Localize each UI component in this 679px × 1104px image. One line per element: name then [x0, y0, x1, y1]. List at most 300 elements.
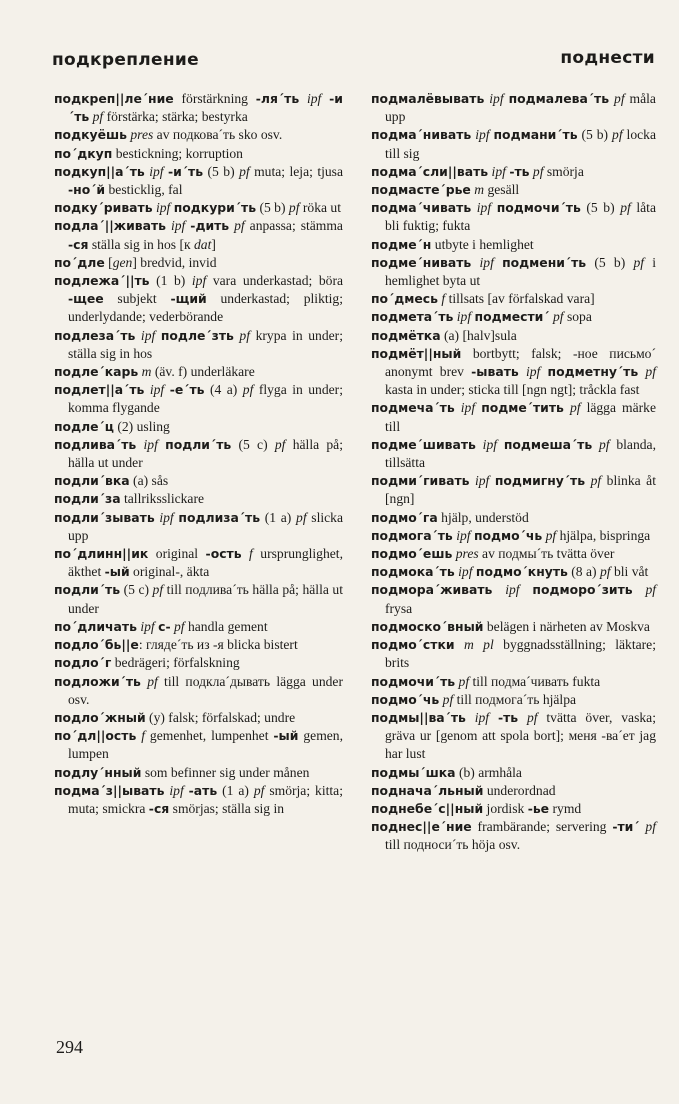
entry-text: (y) falsk; förfalskad; undre — [145, 709, 296, 725]
headword: подмо´стки — [371, 637, 455, 653]
entry-text: (4 a) — [204, 382, 243, 398]
inflected-form: -ля´ть — [255, 91, 300, 106]
entry-text: hälla på; hälla ut under — [68, 436, 343, 471]
dictionary-entry — [54, 654, 343, 672]
dictionary-entry — [54, 490, 343, 508]
inflected-form: подмести´ — [474, 309, 550, 325]
entry-text: sopa — [563, 309, 592, 325]
dictionary-entry — [371, 236, 656, 254]
dictionary-entry — [54, 272, 343, 327]
dictionary-entry — [371, 181, 656, 199]
entry-text: röka ut — [299, 200, 342, 216]
inflected-form: -ать — [188, 782, 218, 798]
entry-text: smörjas; ställa sig in — [169, 800, 285, 816]
entry-text: locka till sig — [385, 127, 656, 161]
entry-text: (5 b) — [580, 200, 621, 216]
entry-text: frysa — [385, 600, 413, 616]
dictionary-entry — [54, 217, 343, 253]
grammar-label: ipf — [479, 254, 494, 270]
grammar-label: pf — [526, 709, 538, 725]
entry-text: lägga märke till — [385, 400, 657, 434]
entry-text: gesäll — [484, 182, 520, 198]
grammar-label: ipf — [489, 91, 504, 106]
grammar-label: f — [141, 728, 145, 744]
entry-text — [242, 546, 249, 561]
inflected-form: -ый — [273, 728, 299, 744]
dictionary-entry — [54, 327, 343, 363]
dictionary-entry — [371, 290, 656, 308]
dictionary-entry — [54, 727, 343, 763]
entry-text — [476, 437, 483, 452]
dictionary-entry — [54, 126, 343, 144]
dictionary-entry — [54, 673, 343, 709]
headword: подмока´ть — [371, 564, 455, 580]
entry-text: (5 b) — [203, 163, 240, 179]
dictionary-entry — [54, 764, 343, 782]
dictionary-entry — [54, 363, 343, 381]
inflected-form: -ся — [68, 236, 89, 252]
entry-text: (a) [halv]sula — [440, 327, 517, 343]
entry-text: tallriksslickare — [120, 491, 205, 507]
entry-text: smörja; kitta; muta; smickra — [68, 782, 343, 816]
entry-text: flyga in under; komma flygande — [68, 382, 343, 416]
headword: подма´з||ывать — [54, 782, 165, 798]
left-column — [54, 90, 343, 818]
inflected-form: подмани´ть — [493, 127, 578, 143]
entry-text: vara underkastad; böra — [206, 273, 344, 289]
grammar-label: pf — [147, 673, 158, 689]
dictionary-entry — [371, 90, 656, 126]
entry-text: underordnad — [483, 782, 556, 798]
dictionary-entry — [54, 418, 343, 436]
entry-text: av подмы´ть tvätta över — [478, 546, 615, 562]
inflected-form: подкури´ть — [173, 200, 257, 216]
entry-text: ] bredvid, invid — [132, 254, 217, 270]
entry-text — [321, 91, 329, 106]
inflected-form: -и´ть — [168, 163, 204, 179]
grammar-label: pf — [552, 309, 564, 325]
grammar-label: ipf — [482, 436, 498, 452]
entry-text: bortbytt; falsk; -ное письмо´ anonymt brev — [385, 345, 656, 380]
dictionary-entry — [371, 764, 656, 782]
inflected-form: -ть — [509, 163, 530, 179]
headword: подла´||живать — [54, 218, 166, 234]
grammar-label: pf — [645, 582, 657, 598]
grammar-label: ipf — [149, 163, 164, 179]
dictionary-entry — [371, 308, 656, 326]
inflected-form: -дить — [190, 218, 230, 234]
entry-text: till подма´чивать fukta — [469, 673, 601, 689]
grammar-label: pf — [545, 527, 557, 543]
dictionary-entry — [371, 673, 656, 691]
dictionary-entry — [54, 145, 343, 163]
dictionary-entry — [54, 509, 343, 545]
inflected-form: подмо´чь — [473, 527, 543, 543]
dictionary-entry — [371, 436, 656, 472]
headword: подмо´чь — [371, 691, 440, 707]
headword: подма´сли||вать — [371, 163, 489, 179]
grammar-label: pf — [92, 109, 104, 125]
dictionary-entry — [54, 436, 343, 472]
entry-text: låta bli fuktig; fukta — [385, 200, 656, 234]
grammar-label: m pl — [463, 637, 494, 653]
entry-text — [466, 710, 475, 725]
dictionary-entry — [371, 545, 656, 563]
grammar-label: ipf — [491, 163, 506, 179]
inflected-form: -ся — [148, 800, 170, 816]
grammar-label: pf — [458, 673, 470, 689]
entry-text: bli våt — [610, 564, 649, 580]
grammar-label: pf — [614, 91, 625, 106]
grammar-label: ipf — [456, 309, 472, 325]
inflected-form: подлиза´ть — [178, 509, 261, 525]
entry-text: frambärande; servering — [471, 819, 613, 835]
grammar-label: pf — [590, 473, 602, 489]
entry-text: utbyte i hemlighet — [431, 236, 534, 252]
entry-text: (5 c) — [120, 582, 153, 598]
headword: по´дл||ость — [54, 728, 137, 744]
right-column — [371, 90, 656, 855]
entry-text: slicka upp — [68, 509, 343, 543]
entry-text: (1 b) — [149, 273, 192, 289]
dictionary-entry — [54, 636, 343, 654]
headword: по´дкуп — [54, 145, 113, 161]
entry-text: jordisk — [483, 800, 528, 816]
inflected-form: подме´тить — [481, 400, 564, 416]
grammar-label: pf — [645, 364, 656, 380]
entry-text — [299, 91, 307, 106]
dictionary-entry — [371, 636, 656, 672]
grammar-label: ipf — [456, 527, 471, 543]
grammar-label: pres — [130, 127, 154, 143]
grammar-label: pf — [532, 163, 544, 179]
entry-text: kasta in under; sticka till [ngn ngt]; tråckla fast — [385, 382, 640, 398]
dictionary-entry — [371, 800, 656, 818]
headword: по´дле — [54, 254, 105, 270]
grammar-label: pf — [620, 200, 631, 216]
dictionary-entry — [54, 581, 343, 617]
headword: подкреп||ле´ние — [54, 91, 174, 106]
dictionary-entry — [371, 254, 656, 290]
dictionary-entry — [371, 527, 656, 545]
grammar-label: pf — [234, 218, 245, 234]
headword: подли´за — [54, 491, 121, 507]
entry-text: hjälpa, bispringa — [556, 527, 651, 543]
grammar-label: ipf — [169, 782, 184, 798]
headword: подмочи´ть — [371, 673, 456, 689]
headword: по´дличать — [54, 618, 137, 634]
headword: подме´шивать — [371, 436, 476, 452]
dictionary-entry — [371, 126, 656, 162]
entry-text — [592, 437, 599, 452]
entry-text: krypa in under; ställa sig in hos — [68, 327, 343, 361]
entry-text: blanda, tillsätta — [385, 436, 656, 471]
dictionary-entry — [371, 709, 656, 764]
inflected-form: подле´зть — [160, 327, 234, 343]
headword: подмога´ть — [371, 527, 453, 543]
entry-text: belägen i närheten av Moskva — [483, 618, 650, 634]
inflected-form: подмигну´ть — [494, 473, 586, 489]
grammar-label: ipf — [149, 382, 165, 398]
grammar-label: m — [141, 364, 152, 380]
entry-text: (äv. f) underläkare — [151, 364, 255, 380]
entry-text — [471, 255, 479, 270]
headword: подме´н — [371, 236, 432, 252]
dictionary-entry — [54, 254, 343, 272]
entry-text: ] — [211, 236, 216, 252]
entry-text: (a) sås — [129, 473, 169, 489]
entry-text: smörja — [543, 163, 584, 179]
entry-text — [492, 582, 505, 597]
dictionary-entry — [54, 709, 343, 727]
grammar-label: f — [441, 291, 446, 307]
headword: подложи´ть — [54, 673, 141, 689]
headword: подма´чивать — [371, 200, 472, 216]
entry-text: ställa sig in hos [к — [88, 236, 194, 252]
inflected-form: -ть — [497, 709, 519, 725]
inflected-form: -ость — [205, 546, 242, 562]
entry-text: tvätta över, vaska; gräva ur [genom att spola bort]; меня -ва´ет jag har lust — [385, 709, 656, 762]
headword: подлежа´||ть — [54, 273, 150, 289]
entry-text: besticklig, fal — [105, 182, 183, 198]
entry-text: till подмога´ть hjälpa — [453, 691, 577, 707]
grammar-label: ipf — [159, 509, 174, 525]
headword: подлет||а´ть — [54, 382, 145, 398]
dictionary-entry — [371, 327, 656, 345]
headword: подлива´ть — [54, 436, 137, 452]
entry-text: bestickning; korruption — [112, 145, 243, 161]
headword: подми´гивать — [371, 473, 470, 489]
entry-text — [494, 255, 502, 270]
headword: подмеча´ть — [371, 400, 455, 416]
dictionary-entry — [371, 345, 656, 400]
grammar-label: ipf — [476, 200, 492, 216]
dictionary-entry — [371, 782, 656, 800]
grammar-label: ipf — [475, 127, 490, 143]
entry-text: (8 a) — [567, 564, 600, 580]
grammar-label: pf — [288, 200, 300, 216]
inflected-form: подмо´кнуть — [475, 564, 568, 580]
grammar-label: pres — [455, 546, 479, 562]
entry-text: (5 b) — [577, 127, 613, 143]
entry-text — [520, 582, 533, 597]
entry-text: bedrägeri; förfalskning — [111, 655, 240, 671]
grammar-label: dat — [193, 236, 212, 252]
grammar-label: pf — [152, 582, 164, 598]
headword: подло´бь||е — [54, 637, 139, 653]
grammar-label: f — [249, 546, 253, 562]
entry-text: byggnadsställning; läktare; brits — [385, 637, 656, 671]
page-number: 294 — [56, 1037, 83, 1057]
inflected-form: -е´ть — [169, 382, 205, 398]
grammar-label: ipf — [458, 564, 473, 580]
grammar-label: ipf — [140, 618, 155, 634]
entry-text: förstärkning — [173, 91, 256, 106]
inflected-form: -но´й — [68, 182, 106, 198]
grammar-label: ipf — [460, 400, 476, 416]
entry-text: som befinner sig under månen — [141, 764, 310, 780]
grammar-label: pf — [612, 127, 623, 143]
dictionary-entry — [371, 691, 656, 709]
entry-text: handla gement — [184, 618, 268, 634]
dictionary-entry — [371, 618, 656, 636]
dictionary-entry — [371, 199, 656, 235]
grammar-label: ipf — [191, 273, 207, 289]
grammar-label: m — [474, 182, 485, 198]
grammar-label: pf — [633, 254, 645, 270]
entry-text: (b) armhåla — [455, 764, 522, 780]
inflected-form: -ье — [527, 800, 550, 816]
inflected-form: -ый — [104, 564, 130, 580]
headword: подмёт||ный — [371, 345, 462, 361]
entry-text: : гляде´ть из -я blicka bistert — [138, 637, 298, 653]
entry-text: till подлива´ть hälla på; hälla ut under — [68, 582, 343, 616]
grammar-label: ipf — [474, 473, 490, 489]
headword: поднача´льный — [371, 782, 484, 798]
headword: подле´карь — [54, 364, 139, 380]
dictionary-entry — [371, 563, 656, 581]
inflected-form: -ти´ — [612, 819, 640, 835]
entry-text — [519, 364, 526, 379]
entry-text: underkastad; pliktig; underlydande; vederbörande — [68, 291, 343, 325]
grammar-label: pf — [239, 327, 250, 343]
inflected-form: подморо´зить — [532, 582, 633, 598]
entry-text — [136, 437, 143, 452]
entry-text: (2) usling — [113, 418, 170, 434]
entry-text: gemen, lumpen — [68, 728, 343, 762]
inflected-form: подмочи´ть — [496, 200, 581, 216]
headword: подло´г — [54, 655, 112, 671]
entry-text — [489, 710, 498, 725]
grammar-label: ipf — [474, 709, 490, 725]
entry-text — [455, 637, 464, 652]
dictionary-entry — [371, 163, 656, 181]
entry-text: tillsats [av förfalskad vara] — [445, 291, 595, 307]
headword: подмо´ешь — [371, 546, 453, 562]
headword: подмо´га — [371, 509, 438, 525]
entry-text: [ — [104, 254, 113, 270]
grammar-label: pf — [569, 400, 581, 416]
entry-text: av подкова´ть sko osv. — [153, 127, 283, 143]
dictionary-entry — [54, 618, 343, 636]
entry-text: rymd — [549, 800, 582, 816]
dictionary-entry — [54, 782, 343, 818]
grammar-label: gen — [112, 254, 133, 270]
entry-text: subjekt — [103, 291, 171, 307]
grammar-label: ipf — [306, 91, 322, 106]
dictionary-entry — [54, 381, 343, 417]
entry-text: gemenhet, lumpenhet — [145, 728, 274, 744]
headword: подмасте´рье — [371, 182, 471, 198]
grammar-label: pf — [645, 819, 656, 835]
grammar-label: ipf — [143, 436, 158, 452]
headword: подмоско´вный — [371, 618, 484, 634]
entry-text: måla upp — [385, 91, 656, 125]
entry-text: (1 a) — [260, 509, 297, 525]
entry-text: anpassa; stämma — [244, 218, 343, 234]
dictionary-entry — [54, 90, 343, 126]
dictionary-entry — [54, 545, 343, 581]
headword: подме´нивать — [371, 254, 472, 270]
inflected-form: подли´ть — [165, 436, 232, 452]
dictionary-entry — [54, 163, 343, 199]
running-header-right: поднести — [560, 48, 655, 68]
inflected-form: с- — [158, 618, 171, 634]
entry-text: muta; leja; tjusa — [249, 163, 343, 179]
grammar-label: ipf — [170, 218, 186, 234]
grammar-label: pf — [253, 782, 265, 798]
headword: по´дмесь — [371, 291, 438, 307]
grammar-label: pf — [296, 509, 307, 525]
headword: подмора´живать — [371, 582, 493, 598]
grammar-label: pf — [598, 436, 610, 452]
headword: по´длинн||ик — [54, 546, 149, 562]
entry-text: (1 a) — [217, 782, 254, 798]
headword: подмы||ва´ть — [371, 709, 466, 725]
entry-text: (5 b) — [256, 200, 289, 216]
entry-text: original-, äkta — [129, 564, 210, 580]
grammar-label: pf — [174, 618, 185, 634]
entry-text: original — [148, 546, 206, 562]
entry-text: i hemlighet byta ut — [385, 254, 657, 289]
inflected-form: -ывать — [471, 364, 519, 380]
headword: подло´жный — [54, 709, 146, 725]
entry-text — [633, 582, 646, 597]
inflected-form: подмени´ть — [502, 254, 587, 270]
entry-text: till подкла´дывать lägga under osv. — [68, 673, 343, 707]
grammar-label: ipf — [525, 364, 541, 380]
inflected-form: подмеша´ть — [503, 436, 593, 452]
inflected-form: -щее — [68, 291, 104, 307]
grammar-label: pf — [242, 382, 254, 398]
headword: подмы´шка — [371, 764, 456, 780]
inflected-form: подмалева´ть — [508, 91, 610, 106]
entry-text — [497, 437, 504, 452]
entry-text: ursprunglighet, äkthet — [68, 546, 343, 580]
inflected-form: подметну´ть — [547, 364, 639, 380]
grammar-label: ipf — [505, 582, 520, 598]
headword: подли´ть — [54, 582, 121, 598]
dictionary-entry — [54, 472, 343, 490]
headword: подкуёшь — [54, 127, 127, 143]
running-header-left: подкрепление — [52, 50, 199, 70]
headword: подмета´ть — [371, 309, 454, 325]
headword: подма´нивать — [371, 127, 472, 143]
entry-text: (5 c) — [231, 436, 275, 452]
headword: поднебе´с||ный — [371, 800, 484, 816]
entry-text — [518, 710, 527, 725]
headword: подку´ривать — [54, 200, 153, 216]
entry-text: blinka åt [ngn] — [385, 473, 656, 507]
headword: подлу´нный — [54, 764, 142, 780]
grammar-label: pf — [599, 564, 611, 580]
entry-text: (5 b) — [586, 254, 634, 270]
dictionary-entry — [371, 581, 656, 617]
inflected-form: -щий — [170, 291, 207, 307]
dictionary-entry — [371, 472, 656, 508]
entry-text: hjälp, understöd — [437, 509, 529, 525]
headword: поднес||е´ние — [371, 819, 472, 835]
headword: подли´зывать — [54, 509, 155, 525]
headword: подлеза´ть — [54, 327, 136, 343]
headword: подкуп||а´ть — [54, 163, 145, 179]
grammar-label: pf — [442, 691, 454, 707]
headword: подмётка — [371, 327, 441, 343]
entry-text: till подноси´ть höja osv. — [385, 837, 521, 853]
dictionary-entry — [54, 199, 343, 217]
headword: подле´ц — [54, 418, 114, 434]
dictionary-entry — [371, 509, 656, 527]
